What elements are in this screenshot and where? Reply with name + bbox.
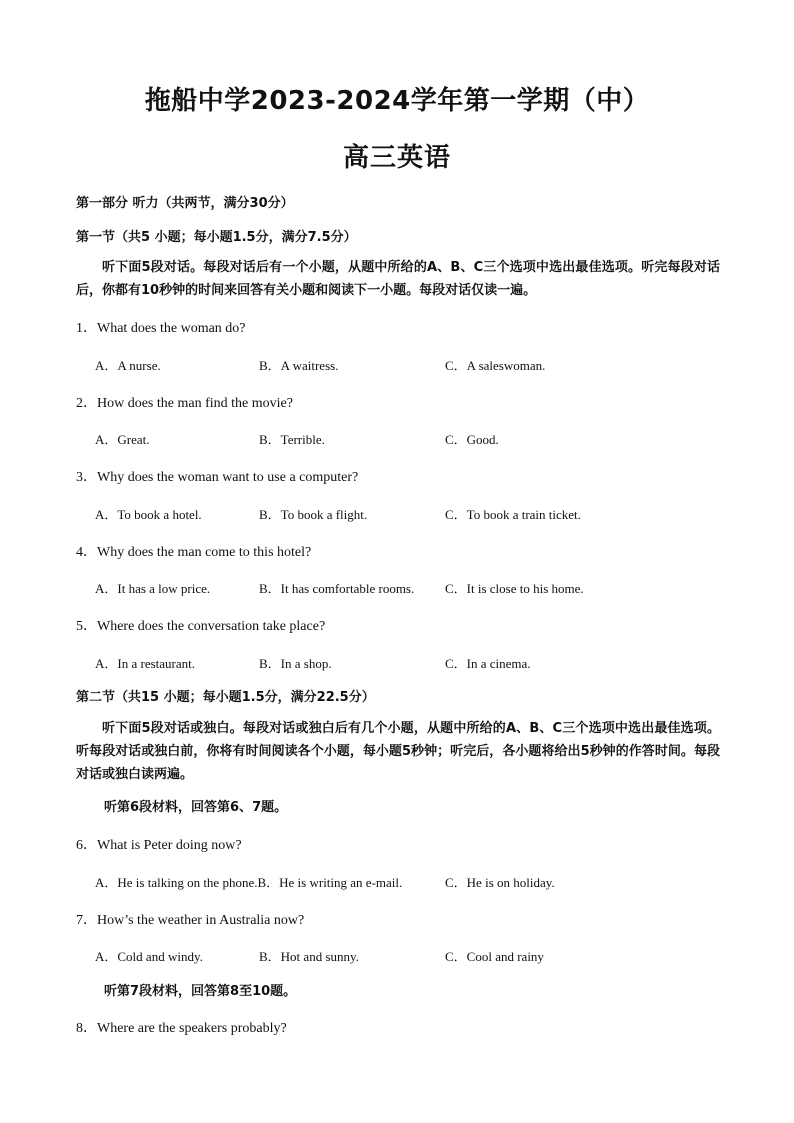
section1-heading: 第一节（共5 小题；每小题1.5分，满分7.5分） bbox=[76, 230, 357, 245]
question-1-option-c: C．A saleswoman. bbox=[445, 358, 546, 373]
question-6-option-c: C．He is on holiday. bbox=[445, 875, 555, 890]
question-1-option-b: B．A waitress. bbox=[259, 358, 339, 373]
question-1-stem: 1．What does the woman do? bbox=[76, 321, 246, 336]
question-3-stem: 3．Why does the woman want to use a computer? bbox=[76, 470, 359, 485]
question-6-option-a-b: A．He is talking on the phone.B．He is writing an e-mail. bbox=[95, 875, 403, 890]
question-3-option-a: A．To book a hotel. bbox=[95, 507, 202, 522]
question-4-option-c: C．It is close to his home. bbox=[445, 581, 584, 596]
question-2-option-b: B．Terrible. bbox=[259, 432, 325, 447]
question-7-option-a: A．Cold and windy. bbox=[95, 949, 203, 964]
section2-instructions: 听下面5段对话或独白。每段对话或独白后有几个小题，从题中所给的A、B、C三个选项中选出最佳选项。听每段对话或独白前，你将有时间阅读各个小题，每小题5秒钟；听完后，各小题将给出5秒钟的作答时间。每段对话或独白读两遍。 bbox=[76, 721, 720, 782]
question-2-option-a: A．Great. bbox=[95, 432, 150, 447]
question-6-stem: 6．What is Peter doing now? bbox=[76, 838, 242, 853]
material-6-note: 听第6段材料，回答第6、7题。 bbox=[104, 800, 288, 815]
question-1-option-a: A．A nurse. bbox=[95, 358, 161, 373]
section1-instructions: 听下面5段对话。每段对话后有一个小题，从题中所给的A、B、C三个选项中选出最佳选项。听完每段对话后，你都有10秒钟的时间来回答有关小题和阅读下一小题。每段对话仅读一遍。 bbox=[76, 260, 720, 298]
question-7-option-c: C．Cool and rainy bbox=[445, 949, 544, 964]
question-5-stem: 5．Where does the conversation take place? bbox=[76, 619, 326, 634]
material-7-note: 听第7段材料，回答第8至10题。 bbox=[104, 984, 297, 999]
question-2-option-c: C．Good. bbox=[445, 432, 499, 447]
question-2-stem: 2．How does the man find the movie? bbox=[76, 396, 293, 411]
exam-subtitle: 高三英语 bbox=[342, 143, 451, 173]
question-3-option-b: B．To book a flight. bbox=[259, 507, 368, 522]
question-7-option-b: B．Hot and sunny. bbox=[259, 949, 359, 964]
exam-title: 拖船中学2023-2024学年第一学期（中） bbox=[144, 86, 650, 116]
question-4-stem: 4．Why does the man come to this hotel? bbox=[76, 545, 312, 560]
section2-heading: 第二节（共15 小题；每小题1.5分，满分22.5分） bbox=[76, 690, 375, 705]
question-4-option-b: B．It has comfortable rooms. bbox=[259, 581, 415, 596]
question-8-stem: 8．Where are the speakers probably? bbox=[76, 1021, 287, 1036]
question-5-option-a: A．In a restaurant. bbox=[95, 656, 195, 671]
question-3-option-c: C．To book a train ticket. bbox=[445, 507, 581, 522]
part1-heading: 第一部分 听力（共两节，满分30分） bbox=[76, 196, 294, 211]
question-5-option-c: C．In a cinema. bbox=[445, 656, 531, 671]
question-7-stem: 7．How’s the weather in Australia now? bbox=[76, 913, 305, 928]
question-5-option-b: B．In a shop. bbox=[259, 656, 332, 671]
question-4-option-a: A．It has a low price. bbox=[95, 581, 211, 596]
